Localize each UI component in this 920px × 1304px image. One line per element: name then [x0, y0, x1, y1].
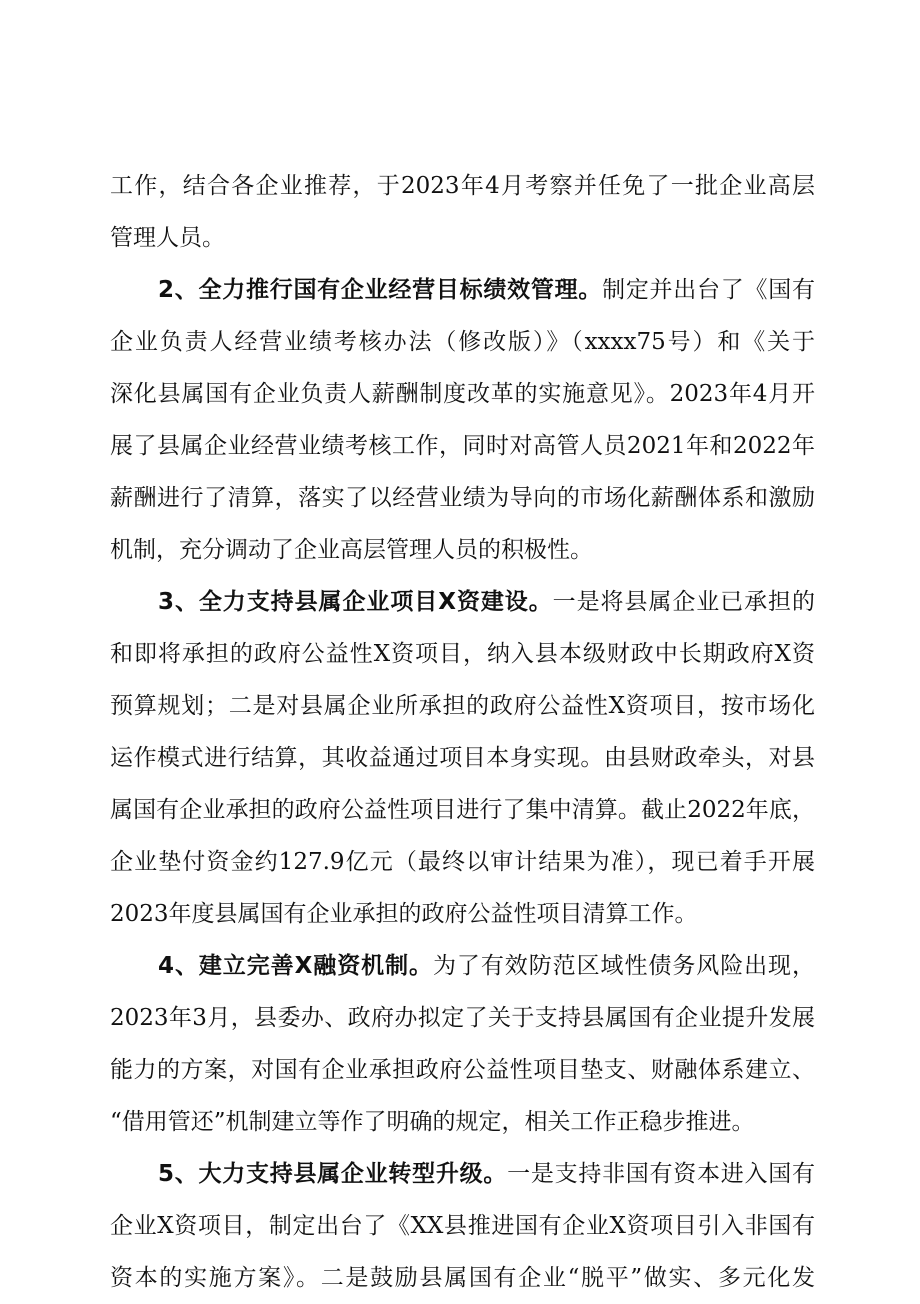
- paragraph-heading: 3、全力支持县属企业项目X资建设。: [158, 589, 553, 615]
- paragraph-3: [110, 576, 815, 940]
- text-line: 企业X资项目，制定出台了《XX县推进国有企业X资项目引入非国有: [110, 1213, 815, 1239]
- text-line: 企业负责人经营业绩考核办法（修改版）》（xxxx75号）和《关于: [110, 329, 815, 355]
- paragraph-heading: 4、建立完善X融资机制。: [158, 953, 433, 979]
- paragraph-4: [110, 940, 815, 1148]
- text-run: 一是支持非国有资本进入国有: [507, 1161, 815, 1187]
- text-line: 薪酬进行了清算，落实了以经营业绩为导向的市场化薪酬体系和激励: [110, 485, 815, 511]
- text-line: 展了县属企业经营业绩考核工作，同时对高管人员2021年和2022年: [110, 433, 815, 459]
- paragraph-heading: 5、大力支持县属企业转型升级。: [158, 1161, 508, 1187]
- text-line: 工作，结合各企业推荐，于2023年4月考察并任免了一批企业高层: [110, 173, 815, 199]
- text-line: 管理人员。: [110, 225, 225, 251]
- paragraph-2: [110, 264, 815, 576]
- text-line: [110, 264, 815, 316]
- text-line: 企业垫付资金约127.9亿元（最终以审计结果为准），现已着手开展: [110, 849, 815, 875]
- text-line: [110, 576, 815, 628]
- text-line: 2023年度县属国有企业承担的政府公益性项目清算工作。: [110, 901, 698, 927]
- text-line: 资本的实施方案》。二是鼓励县属国有企业“脱平”做实、多元化发: [110, 1265, 815, 1291]
- text-run: 一是将县属企业已承担的: [552, 589, 815, 615]
- text-line: “借用管还”机制建立等作了明确的规定，相关工作正稳步推进。: [110, 1109, 755, 1135]
- text-line: 2023年3月，县委办、政府办拟定了关于支持县属国有企业提升发展: [110, 1005, 815, 1031]
- text-line: 属国有企业承担的政府公益性项目进行了集中清算。截止2022年底，: [110, 797, 815, 823]
- text-line: 和即将承担的政府公益性X资项目，纳入县本级财政中长期政府X资: [110, 641, 815, 667]
- text-run: 制定并出台了《国有: [602, 277, 815, 303]
- text-line: 机制，充分调动了企业高层管理人员的积极性。: [110, 537, 593, 563]
- text-line: 能力的方案，对国有企业承担政府公益性项目垫支、财融体系建立、: [110, 1057, 815, 1083]
- text-line: [110, 1148, 815, 1200]
- document-body: [110, 160, 815, 1304]
- text-line: 预算规划；二是对县属企业所承担的政府公益性X资项目，按市场化: [110, 693, 815, 719]
- paragraph-5: [110, 1148, 815, 1304]
- text-line: 深化县属国有企业负责人薪酬制度改革的实施意见》。2023年4月开: [110, 381, 815, 407]
- text-line: [110, 940, 815, 992]
- paragraph-1: [110, 160, 815, 264]
- text-line: 运作模式进行结算，其收益通过项目本身实现。由县财政牵头，对县: [110, 745, 815, 771]
- text-run: 为了有效防范区域性债务风险出现，: [432, 953, 815, 979]
- paragraph-heading: 2、全力推行国有企业经营目标绩效管理。: [158, 277, 603, 303]
